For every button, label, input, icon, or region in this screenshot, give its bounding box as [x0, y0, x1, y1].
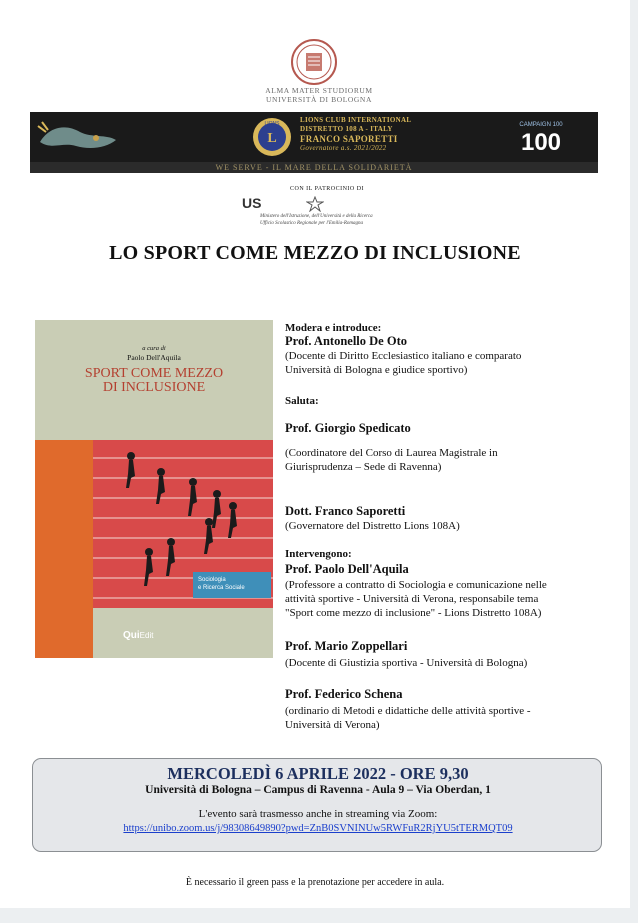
campaign-label: CAMPAIGN 100 — [519, 122, 563, 128]
moderator-name: Prof. Antonello De Oto — [285, 334, 407, 348]
speaker-1-desc-1: (Professore a contratto di Sociologia e comunicazione nelle — [285, 579, 547, 591]
lions-governor-name: FRANCO SAPORETTI — [300, 134, 398, 144]
greeter-1-desc-1: (Coordinatore del Corso di Laurea Magistrale in — [285, 447, 498, 459]
university-seal-icon — [290, 38, 338, 86]
campaign-number: 100 — [520, 129, 562, 156]
patronage-line-1: Ministero dell'Istruzione, dell'Università e della Ricerca — [260, 214, 373, 219]
lions-banner — [30, 112, 598, 162]
book-orange-panel — [35, 440, 93, 658]
book-title-line-2: DI INCLUSIONE — [102, 380, 206, 395]
republic-emblem-icon — [306, 196, 324, 212]
publisher-suffix: Edit — [139, 631, 154, 640]
lions-logo-icon — [250, 116, 294, 158]
greeter-2-desc-1: (Governatore del Distretto Lions 108A) — [285, 520, 460, 532]
book-title-line-1: SPORT COME MEZZO — [84, 366, 224, 381]
speaker-1-desc-3: "Sport come mezzo di inclusione" - Lions Distretto 108A) — [285, 607, 542, 619]
zoom-link[interactable]: https://unibo.zoom.us/j/98308649890?pwd=ZnB0SVNINUw5RWFuR2RjYU5tTERMQT09 — [123, 823, 513, 834]
speaker-1-name: Prof. Paolo Dell'Aquila — [285, 562, 409, 576]
moderator-desc-1: (Docente di Diritto Ecclesiastico italiano e comparato — [285, 350, 522, 362]
svg-text:L: L — [267, 131, 277, 146]
speakers-label: Intervengono: — [285, 548, 352, 560]
book-series-label — [193, 572, 271, 598]
lions-line-1: LIONS CLUB INTERNATIONAL — [300, 116, 412, 124]
book-curatela: a cura di — [142, 345, 166, 352]
lions-text-block — [300, 116, 411, 153]
page-title: LO SPORT COME MEZZO DI INCLUSIONE — [109, 242, 521, 264]
greeter-2-name: Dott. Franco Saporetti — [285, 504, 406, 518]
green-pass-notice: È necessario il green pass e la prenotazione per accedere in aula. — [185, 877, 445, 888]
greeter-1-name: Prof. Giorgio Spedicato — [285, 421, 411, 435]
patronage-label: CON IL PATROCINIO DI — [290, 186, 365, 192]
campaign-100-logo-icon — [498, 118, 584, 156]
publisher-main: Qui — [123, 630, 140, 641]
speaker-1-desc-2: attività sportive - Università di Verona, responsabile tema — [285, 593, 539, 605]
event-date: MERCOLEDÌ 6 APRILE 2022 - ORE 9,30 — [167, 764, 469, 783]
speaker-3-desc-2: Università di Verona) — [285, 719, 380, 731]
speaker-3-name: Prof. Federico Schena — [285, 687, 403, 701]
lions-badge-text: LIONS — [264, 121, 280, 127]
greeter-1-desc-2: Giurisprudenza – Sede di Ravenna) — [285, 461, 442, 473]
institution-line-2: UNIVERSITÀ DI BOLOGNA — [266, 95, 372, 104]
us-logo: US — [242, 195, 262, 211]
book-series-line-1: Sociologia — [198, 577, 226, 583]
speaker-2-name: Prof. Mario Zoppellari — [285, 639, 408, 653]
event-place: Università di Bologna – Campus di Ravenna - Aula 9 – Via Oberdan, 1 — [145, 784, 491, 796]
book-title — [35, 367, 273, 395]
stream-note: L'evento sarà trasmesso anche in streaming via Zoom: — [198, 808, 438, 820]
book-series-line-2: e Ricerca Sociale — [198, 585, 245, 591]
speaker-2-desc-1: (Docente di Giustizia sportiva - Università di Bologna) — [285, 657, 528, 669]
patronage-line-2: Ufficio Scolastico Regionale per l'Emilia-Romagna — [260, 221, 363, 226]
institution-line-1: ALMA MATER STUDIORUM — [265, 86, 373, 95]
book-author: Paolo Dell'Aquila — [127, 353, 181, 362]
event-info-box — [32, 758, 602, 852]
greetings-label: Saluta: — [285, 395, 319, 407]
book-publisher — [123, 630, 153, 641]
moderator-desc-2: Università di Bologna e giudice sportivo) — [285, 364, 468, 376]
lions-governor-role: Governatore a.s. 2021/2022 — [300, 144, 387, 152]
book-cover-image — [35, 320, 273, 658]
lions-line-2: DISTRETTO 108 A - ITALY — [300, 125, 393, 133]
banner-motto: WE SERVE - IL MARE DELLA SOLIDARIETÀ — [30, 162, 598, 173]
dragon-logo-icon — [36, 118, 120, 156]
moderator-label: Modera e introduce: — [285, 322, 382, 334]
speaker-3-desc-1: (ordinario di Metodi e didattiche delle attività sportive - — [285, 705, 531, 717]
